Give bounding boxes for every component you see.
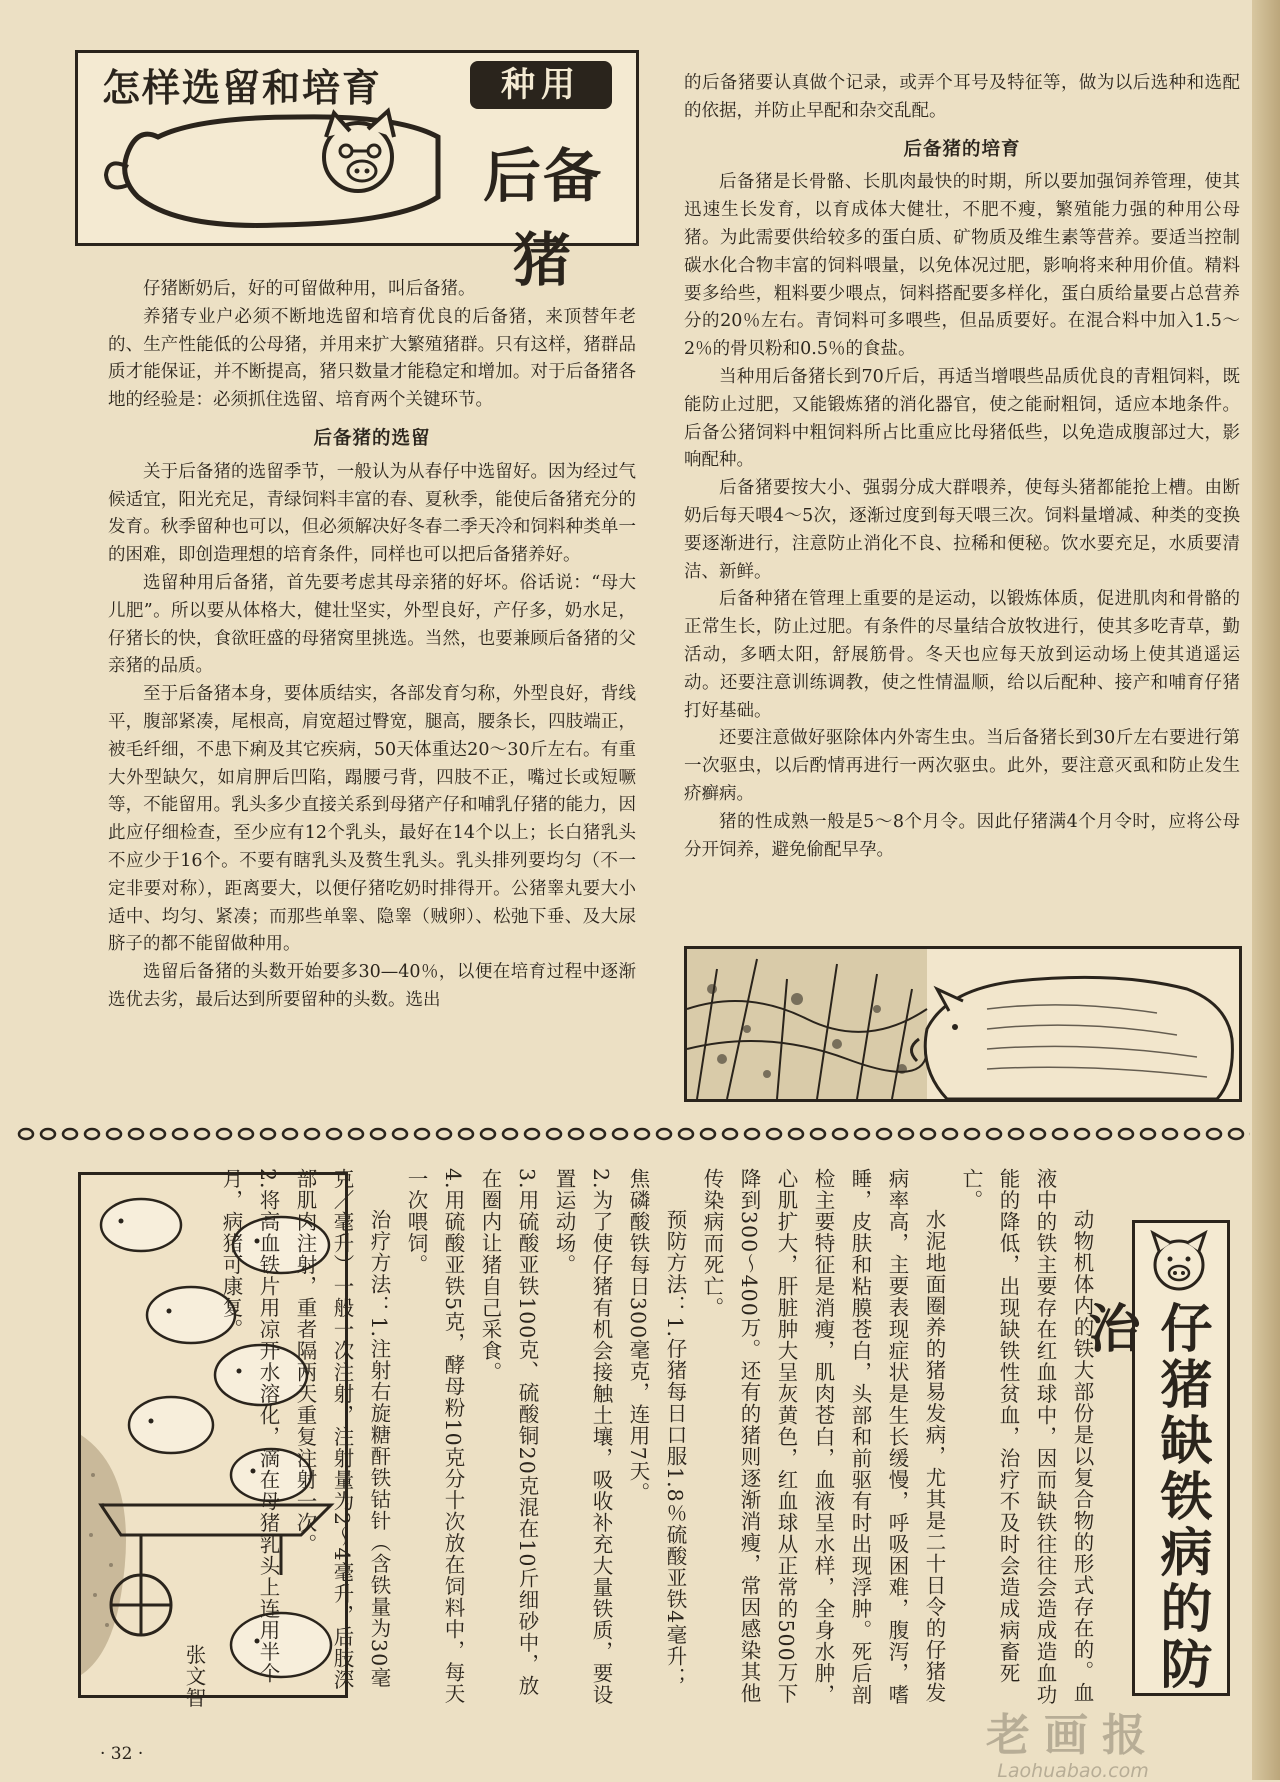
body-paragraph: 猪的性成熟一般是5～8个月令。因此仔猪满4个月令时，应将公母分开饲养，避免偷配早孕。 bbox=[684, 811, 1240, 860]
body-paragraph: 后备种猪在管理上重要的是运动，以锻炼体质，促进肌肉和骨骼的正常生长，防止过肥。有条件的尽量结合放牧进行，使其多吃青草，勤活动，多晒太阳，舒展筋骨。冬天也应每天放到运动场上使其逍遥运动。还要注意训练调教，使之性情温顺，给以后配种、接产和哺育仔猪打好基础。 bbox=[684, 589, 1240, 721]
body-paragraph: 后备猪是长骨骼、长肌肉最快的时期，所以要加强饲养管理，使其迅速生长发育，以育成体大健壮，不肥不瘦，繁殖能力强的种用公母猪。为此需要供给较多的蛋白质、矿物质及维生素等营养。要适当控制碳水化合物丰富的饲料喂量，以免体况过肥，影响将来种用价值。精料要多给些，粗料要少喂点，饲料搭配要多样化，蛋白质给量要占总营养分的20％左右。青饲料可多喂些，但品质要好。在混合料中加入1.5～2％的骨贝粉和0.5％的食盐。 bbox=[684, 172, 1240, 360]
pig-illustration bbox=[684, 946, 1242, 1102]
article-title-badge: 种用 bbox=[470, 61, 612, 109]
body-paragraph: 当种用后备猪长到70斤后，再适当增喂些品质优良的青粗饲料，既能防止过肥，又能锻炼猪的消化器官，使之能耐粗饲，适应本地条件。后备公猪饲料中粗饲料所占比重应比母猪低些，以免造成腹部过大，影响配种。 bbox=[684, 366, 1240, 471]
vertical-paragraph: 预防方法：1.仔猪每日口服1.8％硫酸亚铁4毫升；焦磷酸铁每日300毫克，连用7天。 bbox=[626, 1168, 687, 1689]
watermark-cn: 老画报 bbox=[986, 1710, 1160, 1761]
article-left-column bbox=[108, 276, 636, 1015]
body-paragraph: 后备猪要按大小、强弱分成大群喂养，使每头猪都能抢上槽。由断奶后每天喂4～5次，逐渐过度到每天喂三次。饲料量增减、种类的变换要逐渐进行，注意防止消化不良、拉稀和便秘。饮水要充足，水质要清洁、新鲜。 bbox=[684, 478, 1240, 582]
vertical-paragraph: 治疗方法：1.注射右旋糖酐铁钴针（含铁量为30毫克／毫升）一般一次注射，注射量为2～4毫升，后肢深部肌肉注射，重者隔两天重复注射一次。 bbox=[293, 1168, 391, 1691]
article-right-column bbox=[684, 70, 1240, 864]
body-paragraph: 选留种用后备猪，首先要考虑其母亲猪的好坏。俗话说：“母大儿肥”。所以要从体格大，健壮坚实，外型良好，产仔多，奶水足，仔猪长的快，食欲旺盛的母猪窝里挑选。当然，也要兼顾后备猪的父亲猪的品质。 bbox=[108, 572, 636, 677]
vertical-article-body bbox=[182, 1168, 1100, 1708]
article-title-main: 后备猪 bbox=[482, 142, 603, 294]
intro-paragraph: 仔猪断奶后，好的可留做种用，叫后备猪。 bbox=[143, 279, 476, 299]
vertical-paragraph: 动物机体内的铁大部份是以复合物的形式存在的。血液中的铁主要存在红血球中，因而缺铁往往会造成造血功能的降低，出现缺铁性贫血，治疗不及时会造成病畜死亡。 bbox=[959, 1168, 1094, 1706]
author-name: 张文智 bbox=[182, 1643, 206, 1708]
watermark bbox=[908, 1712, 1238, 1782]
body-paragraph: 关于后备猪的选留季节，一般认为从春仔中选留好。因为经过气候适宜，阳光充足，青绿饲料丰富的春、夏秋季，能使后备猪充分的发育。秋季留种也可以，但必须解决好冬春二季天冷和饲料种类单一的困难，即创造理想的培育条件，同样也可以把后备猪养好。 bbox=[108, 461, 636, 566]
vertical-title-block bbox=[1079, 1220, 1230, 1696]
vertical-paragraph: 2.为了使仔猪有机会接触土壤，吸收补充大量铁质，要设置运动场。 bbox=[552, 1168, 613, 1706]
vertical-paragraph: 3.用硫酸亚铁100克、硫酸铜20克混在10斤细砂中，放在圈内让猪自己采食。 bbox=[478, 1168, 539, 1697]
vertical-paragraph: 水泥地面圈养的猪易发病，尤其是二十日令的仔猪发病率高，主要表现症状是生长缓慢，呼吸困难，腹泻，嗜睡，皮肤和粘膜苍白，头部和前驱有时出现浮肿。死后剖检主要特征是消瘦，肌肉苍白，血液呈水样，全身水肿，心肌扩大，肝脏肿大呈灰黄色，红血球从正常的500万下降到300～400万。还有的猪则逐渐消瘦，常因感染其他传染病而死亡。 bbox=[700, 1168, 946, 1706]
vertical-paragraph: 2.将高血铁片用凉开水溶化，滴在母猪乳头上连用半个月，病猪可康复。 bbox=[219, 1168, 280, 1685]
chain-divider bbox=[15, 1124, 1250, 1144]
pig-face-icon bbox=[1143, 1229, 1215, 1293]
page-number: · 32 · bbox=[100, 1744, 144, 1764]
body-paragraph: 选留后备猪的头数开始要多30—40％，以便在培育过程中逐渐选优去劣，最后达到所要留种的头数。选出 bbox=[108, 962, 636, 1010]
continued-paragraph: 的后备猪要认真做个记录，或弄个耳号及特征等，做为以后选种和选配的依据，并防止早配和杂交乱配。 bbox=[684, 73, 1240, 121]
body-paragraph: 至于后备猪本身，要体质结实，各部发育匀称，外型良好，背线平，腹部紧凑，尾根高，肩宽超过臀宽，腿高，腰条长，四肢端正，被毛纤细，不患下痢及其它疾病，50天体重达20～30斤左右。有重大外型缺欠，如肩胛后凹陷，蹋腰弓背，四肢不正，嘴过长或短噘等，不能留用。乳头多少直接关系到母猪产仔和哺乳仔猪的能力，因此应仔细检查，至少应有12个乳头，最好在14个以上；长白猪乳头不应少于16个。不要有瞎乳头及赘生乳头。乳头排列要均匀（不一定非要对称），距离要大，以便仔猪吃奶时排得开。公猪睾丸要大小适中、均匀、紧凑；而那些单睾、隐睾（贼卵）、松弛下垂、及大尿脐子的都不能留做种用。 bbox=[108, 684, 636, 955]
vertical-paragraph: 4.用硫酸亚铁5克，酵母粉10克分十次放在饲料中，每天一次喂饲。 bbox=[404, 1168, 465, 1705]
pig-outline-icon bbox=[98, 107, 458, 237]
intro-paragraph: 养猪专业户必须不断地选留和培育优良的后备猪，来顶替年老的、生产性能低的公母猪，并用来扩大繁殖猪群。只有这样，猪群品质才能保证，并不断提高，猪只数量才能稳定和增加。对于后备猪各地的经验是：必须抓住选留、培育两个关键环节。 bbox=[108, 306, 636, 411]
page-edge bbox=[1252, 0, 1280, 1780]
watermark-en: Laohuabao.com bbox=[997, 1760, 1149, 1782]
article-title-line1: 怎样选留和培育 bbox=[102, 66, 383, 110]
section-heading-rearing: 后备猪的培育 bbox=[903, 138, 1021, 160]
body-paragraph: 还要注意做好驱除体内外寄生虫。当后备猪长到30斤左右要进行第一次驱虫，以后酌情再进行一两次驱虫。此外，要注意灭虱和防止发生疥癣病。 bbox=[684, 728, 1240, 804]
vertical-article-title: 仔猪缺铁病的防治 bbox=[1079, 1301, 1211, 1693]
pig-in-woods-icon bbox=[687, 949, 1239, 1099]
section-heading-selection: 后备猪的选留 bbox=[313, 427, 431, 449]
